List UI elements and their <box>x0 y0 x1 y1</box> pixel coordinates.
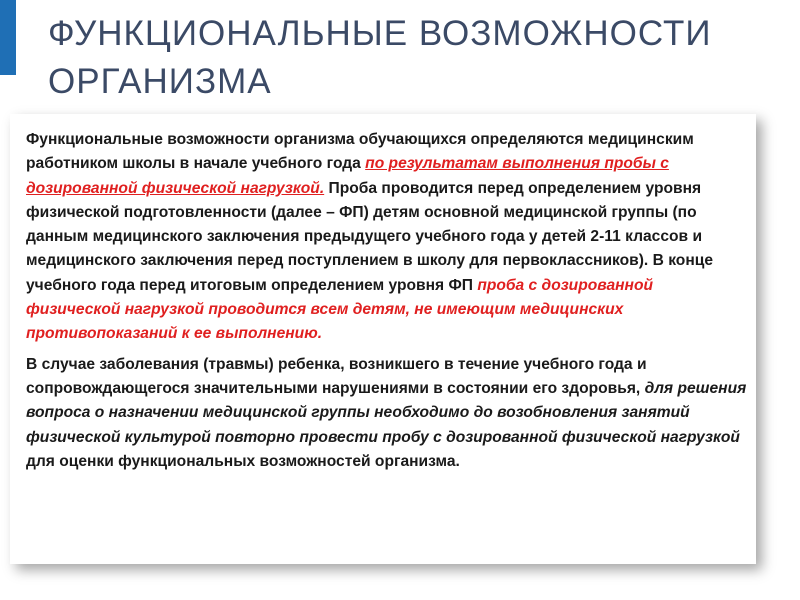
paragraph-2 <box>26 353 748 474</box>
slide-title-line1: ФУНКЦИОНАЛЬНЫЕ ВОЗМОЖНОСТИ <box>48 14 712 53</box>
slide-title-line2: ОРГАНИЗМА <box>48 62 272 101</box>
paragraph-1-text-b: Проба проводится перед определением уровня физической подготовленности (далее – ФП) детям основной медицинской группы (по данным медицинского заключения предыдущего учебного года у детей 2-11 классов и медицинского заключения перед поступлением в школу для первоклассников). В конце учебного года перед итоговым определением уровня ФП <box>26 179 713 294</box>
paragraph-1-red-italic: проба с дозированной физической нагрузкой проводится всем детям, не имеющим медицинских противопоказаний к ее выполнению. <box>26 276 654 343</box>
paragraph-1-red-underlined: по результатам выполнения пробы с дозированной физической нагрузкой. <box>26 155 669 197</box>
content-text <box>26 128 748 480</box>
paragraph-1 <box>26 128 748 347</box>
paragraph-1-text-a: Функциональные возможности организма обучающихся определяются медицинским работником школы в начале учебного года <box>26 131 694 173</box>
accent-bar <box>0 0 16 75</box>
paragraph-2-italic: для решения вопроса о назначении медицинской группы необходимо до возобновления занятий физической культурой повторно провести пробу с дозированной физической нагрузкой <box>26 379 747 446</box>
paragraph-2-text-b: для оценки функциональных возможностей организма. <box>26 452 460 470</box>
slide-title <box>48 10 768 106</box>
paragraph-2-text-a: В случае заболевания (травмы) ребенка, возникшего в течение учебного года и сопровождающегося значительными нарушениями в состоянии его здоровья, <box>26 355 647 397</box>
